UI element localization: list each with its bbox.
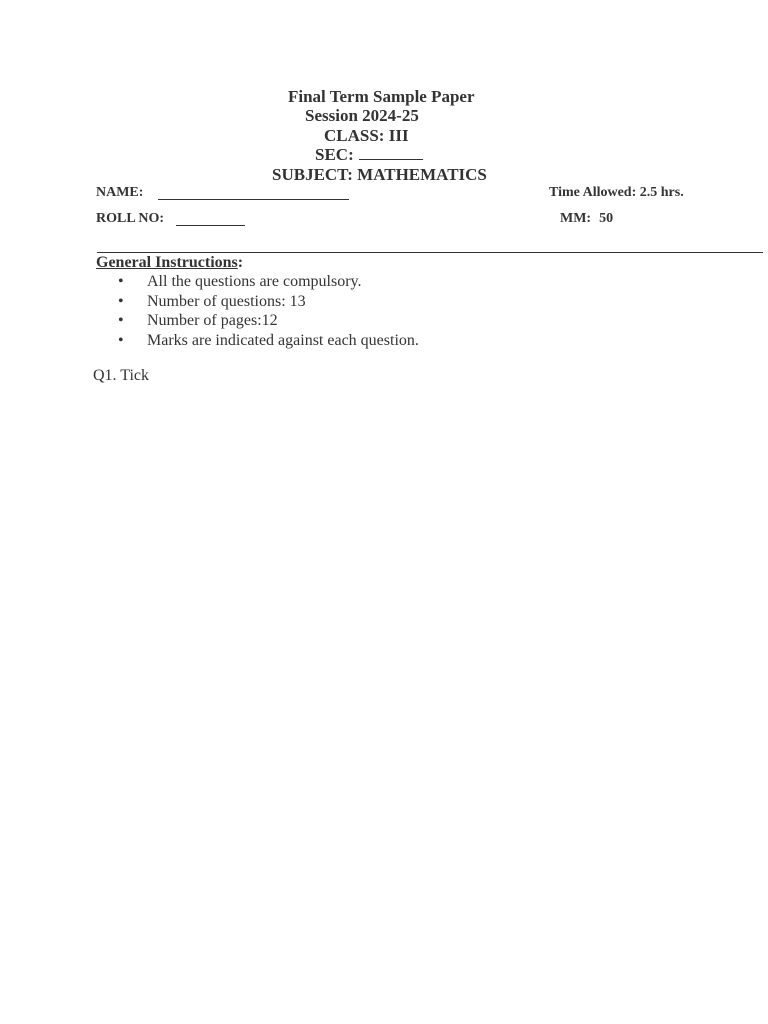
paper-title: Final Term Sample Paper bbox=[288, 87, 475, 106]
list-item bbox=[118, 331, 419, 351]
class-label: CLASS: III bbox=[324, 126, 409, 145]
bullet-icon: • bbox=[118, 273, 124, 290]
roll-no-label: ROLL NO: bbox=[96, 211, 165, 226]
roll-no-blank[interactable] bbox=[176, 225, 245, 226]
section-label: SEC: bbox=[315, 145, 354, 164]
instruction-text: Number of questions: 13 bbox=[147, 292, 306, 310]
max-marks-label: MM: bbox=[560, 211, 592, 226]
session-label: Session 2024-25 bbox=[305, 106, 419, 125]
list-item bbox=[118, 311, 419, 331]
max-marks-value: 50 bbox=[599, 211, 614, 226]
bullet-icon: • bbox=[118, 331, 124, 349]
list-item bbox=[118, 292, 419, 312]
subject-label: SUBJECT: MATHEMATICS bbox=[272, 165, 487, 184]
section-line bbox=[315, 145, 423, 165]
bullet-icon: • bbox=[118, 312, 124, 330]
list-item bbox=[118, 272, 419, 292]
question-1-label: Q1. Tick bbox=[93, 367, 150, 384]
general-instructions-heading bbox=[96, 254, 243, 272]
general-instructions-colon: : bbox=[237, 254, 244, 271]
instructions-list bbox=[118, 272, 419, 350]
general-instructions-title: General Instructions bbox=[96, 254, 238, 271]
section-blank[interactable] bbox=[359, 145, 423, 160]
instruction-text: Number of pages:12 bbox=[147, 312, 278, 330]
instruction-text: All the questions are compulsory. bbox=[147, 273, 362, 290]
name-label: NAME: bbox=[96, 185, 144, 200]
time-allowed: Time Allowed: 2.5 hrs. bbox=[549, 185, 684, 200]
header-divider bbox=[97, 252, 763, 253]
max-marks bbox=[560, 211, 613, 227]
instruction-text: Marks are indicated against each question. bbox=[147, 331, 419, 349]
bullet-icon: • bbox=[118, 292, 124, 310]
name-blank[interactable] bbox=[158, 199, 349, 200]
